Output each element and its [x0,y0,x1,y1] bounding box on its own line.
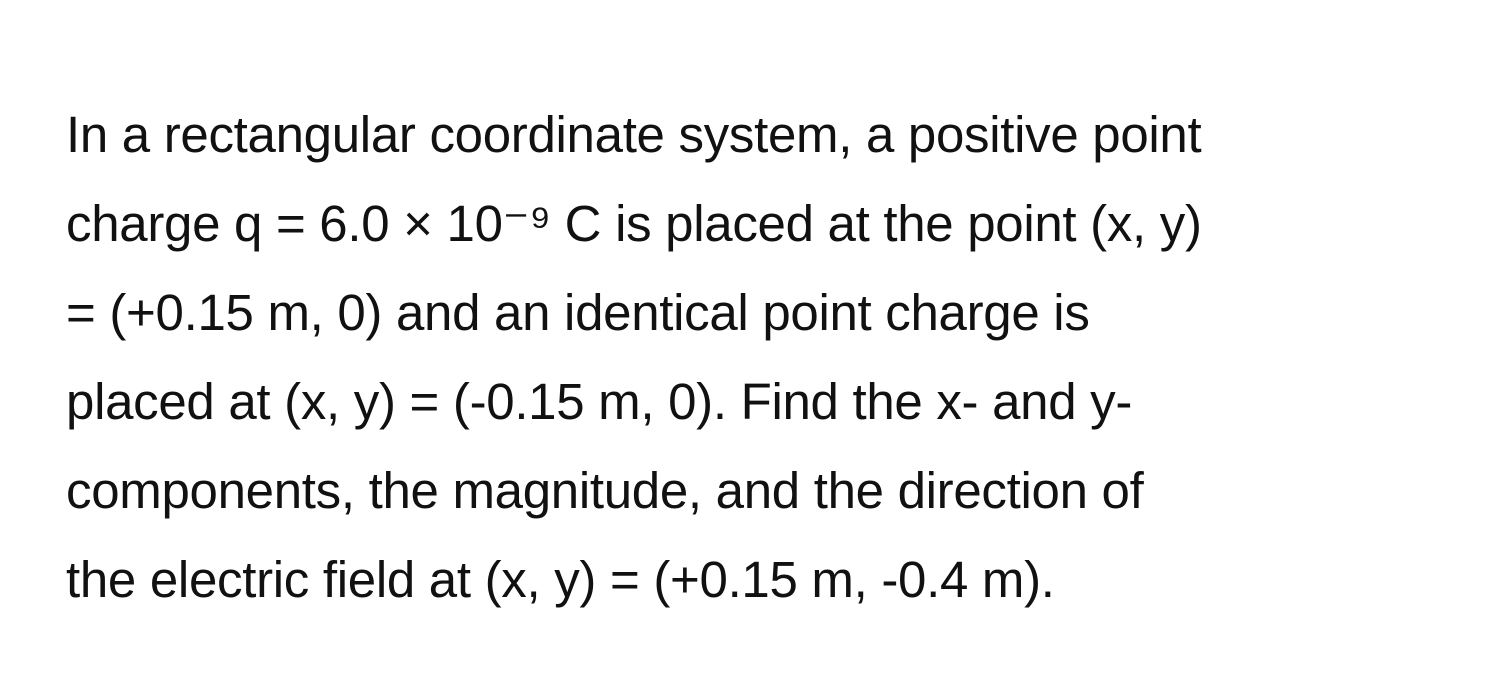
problem-line-5: components, the magnitude, and the direction of [66,462,1144,519]
problem-line-4: placed at (x, y) = (-0.15 m, 0). Find the x- and y- [66,373,1133,430]
problem-statement [66,90,1466,624]
problem-line-2: charge q = 6.0 × 10⁻⁹ C is placed at the point (x, y) [66,195,1202,252]
problem-line-3: = (+0.15 m, 0) and an identical point charge is [66,284,1090,341]
problem-line-1: In a rectangular coordinate system, a positive point [66,106,1202,163]
problem-line-6: the electric field at (x, y) = (+0.15 m, -0.4 m). [66,551,1055,608]
